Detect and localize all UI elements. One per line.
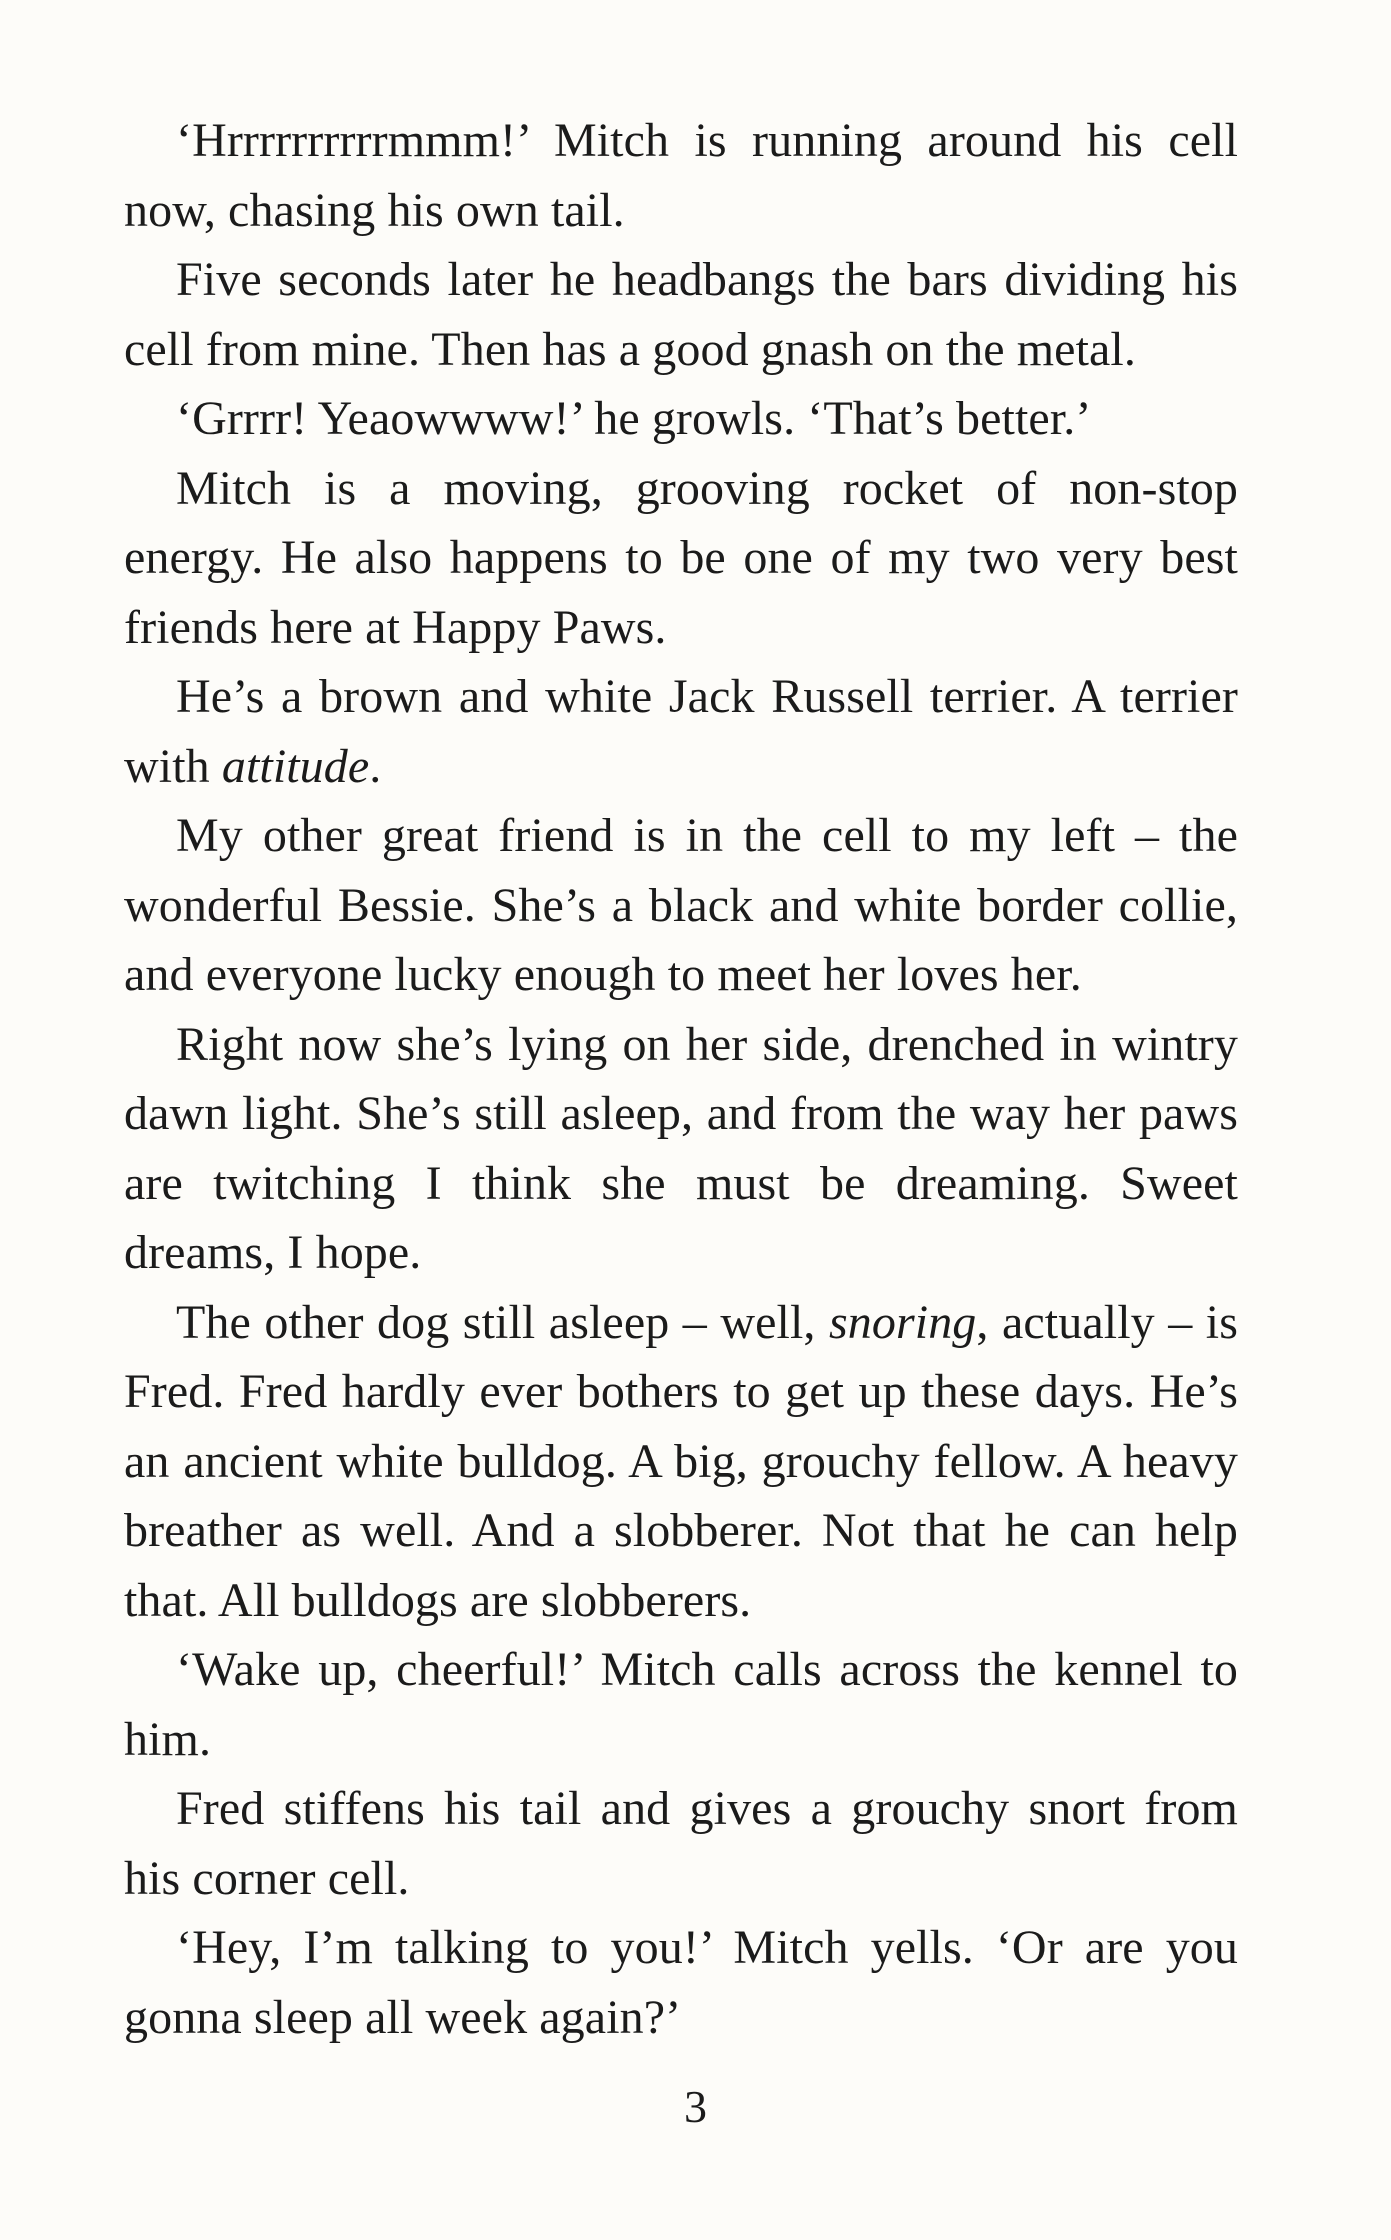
paragraph xyxy=(124,1635,1238,1774)
paragraph-text: He’s a brown and white Jack Russell terrier. A terrier with xyxy=(124,670,1238,793)
paragraph-text: ‘Wake up, cheerful!’ Mitch calls across the kennel to him. xyxy=(124,1643,1238,1766)
paragraph-text: ‘Hey, I’m talking to you!’ Mitch yells. ‘Or are you gonna sleep all week again?’ xyxy=(124,1921,1238,2044)
paragraph xyxy=(124,662,1238,801)
emphasis-text: snoring xyxy=(829,1295,977,1349)
paragraph-text: ‘Hrrrrrrrrrrmmm!’ Mitch is running around his cell now, chasing his own tail. xyxy=(124,114,1238,237)
paragraph-text: Fred stiffens his tail and gives a grouchy snort from his corner cell. xyxy=(124,1782,1238,1905)
paragraph xyxy=(124,801,1238,1010)
page-number: 3 xyxy=(684,2081,707,2132)
paragraph-text: . xyxy=(369,739,382,793)
paragraph-text: , actually – is Fred. Fred hardly ever bothers to get up these days. He’s an ancient white bulldog. A big, grouchy fellow. A heavy breather as well. And a slobberer. Not that he can help that. All bulldogs are slobberers. xyxy=(124,1295,1239,1627)
paragraph xyxy=(124,1913,1238,2052)
paragraph xyxy=(124,454,1238,663)
paragraph xyxy=(124,1774,1238,1913)
emphasis-text: attitude xyxy=(221,739,370,793)
paragraph-text: Five seconds later he headbangs the bars dividing his cell from mine. Then has a good gnash on the metal. xyxy=(124,253,1238,376)
paragraph xyxy=(124,1010,1238,1288)
paragraph-text: Right now she’s lying on her side, drenched in wintry dawn light. She’s still asleep, and from the way her paws are twitching I think she must be dreaming. Sweet dreams, I hope. xyxy=(124,1017,1238,1279)
paragraph xyxy=(124,245,1238,384)
paragraph-text: ‘Grrrr! Yeaowwww!’ he growls. ‘That’s better.’ xyxy=(176,392,1092,445)
paragraph xyxy=(124,106,1238,245)
paragraph xyxy=(124,384,1238,454)
page-body xyxy=(124,106,1238,2052)
paragraph xyxy=(124,1288,1238,1636)
paragraph-text: Mitch is a moving, grooving rocket of non-stop energy. He also happens to be one of my two very best friends here at Happy Paws. xyxy=(124,461,1238,654)
paragraph-text: The other dog still asleep – well, xyxy=(176,1295,830,1349)
paragraph-text: My other great friend is in the cell to my left – the wonderful Bessie. She’s a black and white border collie, and everyone lucky enough to meet her loves her. xyxy=(124,809,1238,1001)
